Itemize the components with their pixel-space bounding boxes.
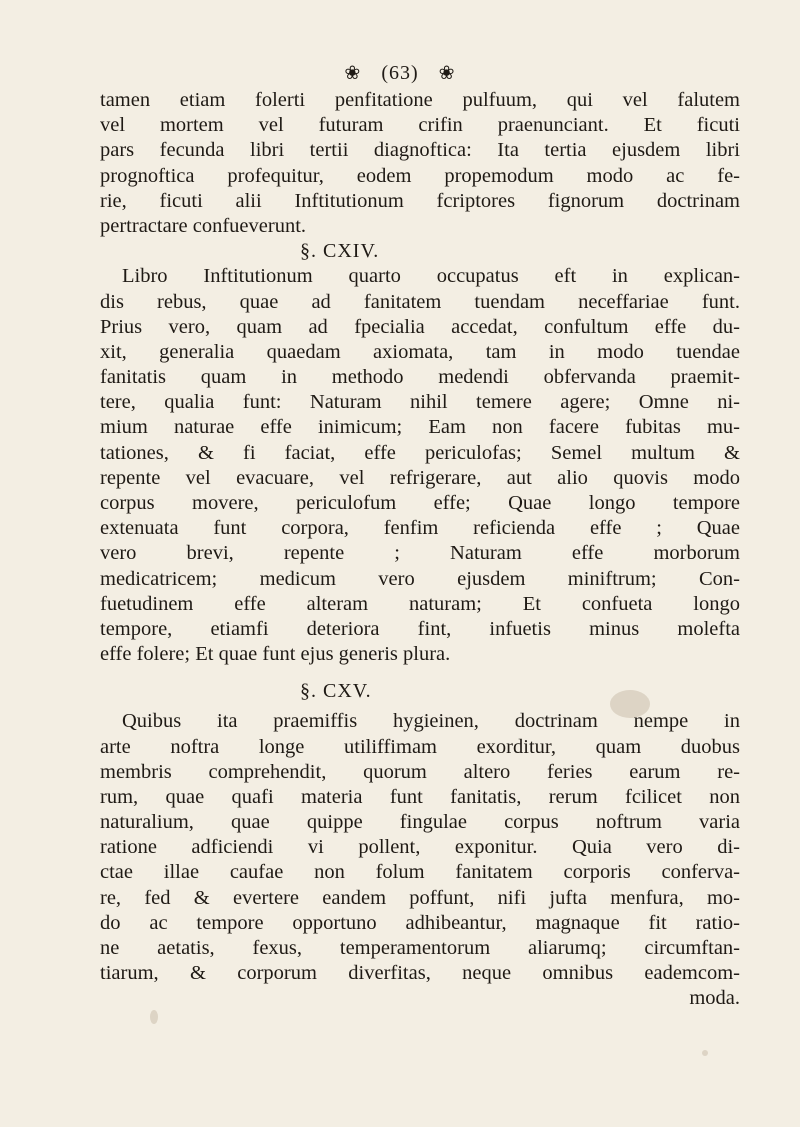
text-line: do ac tempore opportuno adhibeantur, magnaque fit ratio- xyxy=(100,911,740,934)
paper-stain xyxy=(150,1010,158,1024)
running-header xyxy=(0,60,800,87)
text-line: fuetudinem effe alteram naturam; Et confueta longo xyxy=(100,592,740,615)
text-line: extenuata funt corpora, fenfim reficienda effe ; Quae xyxy=(100,517,740,540)
section-heading: §. CXV. xyxy=(300,680,372,703)
paragraph-1 xyxy=(100,88,740,239)
text-line: re, fed & evertere eandem poffunt, nifi jufta menfura, mo- xyxy=(100,886,740,909)
text-line: dis rebus, quae ad fanitatem tuendam neceffariae funt. xyxy=(100,290,740,313)
text-line: ne aetatis, fexus, temperamentorum aliarumq; circumftan- xyxy=(100,937,740,959)
text-line: naturalium, quae quippe fingulae corpus noftrum varia xyxy=(100,811,740,834)
text-line: tamen etiam folerti penfitatione pulfuum, qui vel falutem xyxy=(100,89,740,111)
text-line: medicatricem; medicum vero ejusdem miniftrum; Con- xyxy=(100,567,740,590)
text-line: rie, ficuti alii Inftitutionum fcriptores fignorum doctrinam xyxy=(100,189,740,212)
text-line: tiarum, & corporum diverfitas, neque omnibus eademcom- xyxy=(100,962,740,985)
text-line: vel mortem vel futuram crifin praenunciant. Et ficuti xyxy=(100,114,740,137)
body-text xyxy=(100,88,740,1012)
text-line: Prius vero, quam ad fpecialia accedat, confultum effe du- xyxy=(100,315,740,338)
page-number: (63) xyxy=(381,62,419,84)
ornament-right-icon: ❀ xyxy=(438,63,456,84)
catchword: moda. xyxy=(689,987,740,1010)
text-line: tere, qualia funt: Naturam nihil temere agere; Omne ni- xyxy=(100,391,740,414)
paragraph-3 xyxy=(100,709,740,986)
paper-stain xyxy=(702,1050,708,1056)
text-line: pertractare confueverunt. xyxy=(100,214,307,237)
text-line: arte noftra longe utiliffimam exorditur, quam duobus xyxy=(100,735,740,758)
text-line: tempore, etiamfi deteriora fint, infuetis minus molefta xyxy=(100,617,740,640)
text-line: Libro Inftitutionum quarto occupatus eft in explican- xyxy=(122,265,740,288)
text-line: vero brevi, repente ; Naturam effe morborum xyxy=(100,542,740,565)
text-line: repente vel evacuare, vel refrigerare, aut alio quovis modo xyxy=(100,466,740,489)
text-line: membris comprehendit, quorum altero feries earum re- xyxy=(100,760,740,783)
paragraph-2 xyxy=(100,264,740,667)
text-line: xit, generalia quaedam axiomata, tam in modo tuendae xyxy=(100,340,740,363)
ornament-left-icon: ❀ xyxy=(344,63,362,84)
text-line: Quibus ita praemiffis hygieinen, doctrinam nempe in xyxy=(122,710,740,733)
text-line: rum, quae quafi materia funt fanitatis, rerum fcilicet non xyxy=(100,785,740,808)
text-line: fanitatis quam in methodo medendi obfervanda praemit- xyxy=(100,366,740,389)
text-line: tationes, & fi faciat, effe periculofas; Semel multum & xyxy=(100,441,740,464)
section-heading: §. CXIV. xyxy=(300,240,380,263)
text-line: pars fecunda libri tertii diagnoftica: Ita tertia ejusdem libri xyxy=(100,139,740,162)
text-line: mium naturae effe inimicum; Eam non facere fubitas mu- xyxy=(100,416,740,439)
text-line: corpus movere, periculofum effe; Quae longo tempore xyxy=(100,492,740,514)
text-line: ctae illae caufae non folum fanitatem corporis conferva- xyxy=(100,861,740,884)
text-line: effe folere; Et quae funt ejus generis plura. xyxy=(100,643,451,666)
text-line: prognoftica profequitur, eodem propemodum modo ac fe- xyxy=(100,164,740,187)
text-line: ratione adficiendi vi pollent, exponitur. Quia vero di- xyxy=(100,836,740,859)
